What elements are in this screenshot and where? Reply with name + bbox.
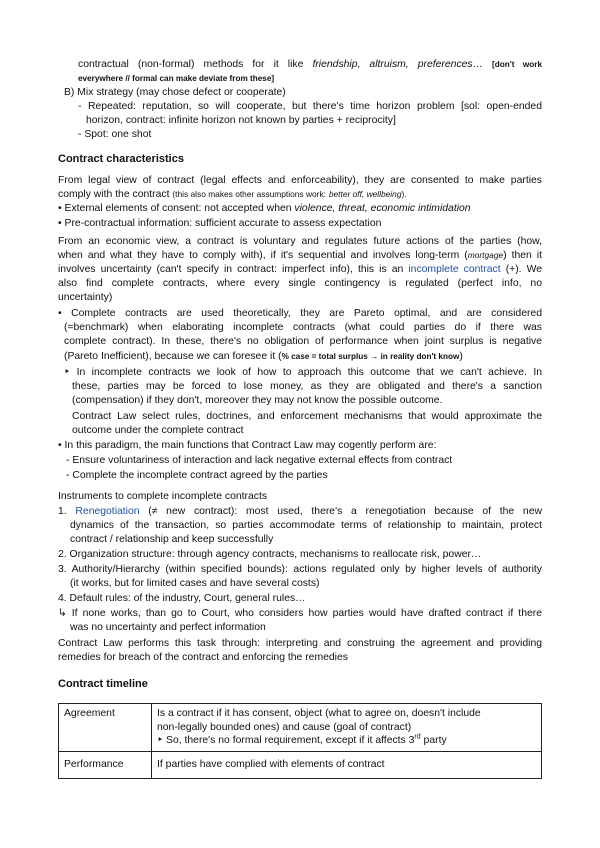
instrument-3-line-2: (it works, but for limited cases and have several costs)	[70, 578, 320, 589]
table-row	[59, 704, 542, 752]
repeated-line-1: - Repeated: reputation, so will cooperate, but there's time horizon problem [sol: open-ended	[78, 101, 542, 112]
renegotiation-link[interactable]: Renegotiation	[75, 506, 140, 517]
mix-strategy: B) Mix strategy (may chose defect or cooperate)	[64, 87, 286, 98]
complete-contracts-line-4: (Pareto Inefficient), because we can foresee it (% case = total surplus → in reality don't know)	[64, 351, 463, 362]
incomplete-contracts-line-2: these, parties may be forced to lose money, as they are obligated and there's a sanction	[72, 381, 542, 392]
complete-contracts-line-3: complete contract). In these, there's no obligation of performance when joint surplus is negative	[64, 336, 542, 347]
table-cell-key: Performance	[59, 751, 152, 779]
repeated-line-2: horizon, contract: infinite horizon not known by parties + reciprocity]	[86, 115, 396, 126]
table-cell-value: If parties have complied with elements of contract	[152, 751, 542, 779]
instrument-3-line-1: 3. Authority/Hierarchy (within specified bounds): actions regulated only by higher levels of authority	[58, 564, 542, 575]
top-line-2: everywhere // formal can make deviate from these]	[78, 74, 275, 83]
contract-timeline-table	[58, 703, 542, 779]
economic-view-line-3: involves uncertainty (can't specify in contract: imperfect info), this is an incomplete contract (+). We	[58, 264, 543, 275]
complete-contracts-line-1: • Complete contracts are used theoretically, they are Pareto optimal, and are considered	[58, 308, 542, 319]
instrument-4: 4. Default rules: of the industry, Court, general rules…	[58, 593, 306, 604]
agreement-line-1: Is a contract if it has consent, object (what to agree on, doesn't include	[157, 708, 481, 719]
instrument-1-line-2: dynamics of the transaction, so parties accommodate terms of relationship to maintain, protect	[70, 520, 542, 531]
paradigm-bullet: • In this paradigm, the main functions that Contract Law may cogently perform are:	[58, 440, 437, 451]
table-cell-value	[152, 704, 542, 752]
spot-line: - Spot: one shot	[78, 129, 152, 140]
section-heading-timeline: Contract timeline	[58, 678, 148, 690]
agreement-line-3: ‣ So, there's no formal requirement, except if it affects 3rd party	[157, 733, 447, 747]
incomplete-contracts-line-4: Contract Law select rules, doctrines, and enforcement mechanisms that would approximate the	[72, 411, 542, 422]
court-line-1: ↳ If none works, than go to Court, who considers how parties would have drafted contract if there	[58, 608, 542, 619]
external-elements-bullet: • External elements of consent: not accepted when violence, threat, economic intimidation	[58, 203, 471, 214]
agreement-line-2: non-legally bounded ones) and cause (goal of contract)	[157, 721, 412, 733]
instrument-1-line-1: 1. Renegotiation (≠ new contract): most used, there's a renegotiation because of the new	[58, 506, 542, 517]
economic-view-line-1: From an economic view, a contract is voluntary and regulates future actions of the parties (how,	[58, 236, 542, 247]
contract-law-line-2: remedies for breach of the contract and enforcing the remedies	[58, 652, 348, 663]
incomplete-contract-link[interactable]: incomplete contract	[408, 264, 501, 275]
instrument-2: 2. Organization structure: through agency contracts, mechanisms to reallocate risk, power…	[58, 549, 482, 560]
paradigm-item-1: - Ensure voluntariness of interaction and lack negative external effects from contract	[66, 455, 453, 466]
incomplete-contracts-line-5: outcome under the complete contract	[72, 425, 244, 436]
table-row	[59, 751, 542, 779]
paradigm-item-2: - Complete the incomplete contract agreed by the parties	[66, 470, 328, 481]
incomplete-contracts-line-1: ‣ In incomplete contracts we look of how to approach this outcome that we can't achieve. In	[64, 367, 542, 378]
legal-view-line-2: comply with the contract (this also makes other assumptions work: better off, wellbeing).	[58, 189, 407, 200]
incomplete-contracts-line-3: (compensation) if they don't, moreover they may not know the possible outcome.	[72, 395, 443, 406]
instrument-1-line-3: contract / relationship and keep successfully	[70, 534, 274, 545]
section-heading-characteristics: Contract characteristics	[58, 153, 184, 165]
court-line-2: was no uncertainty and perfect information	[70, 622, 266, 633]
economic-view-line-2: when and what they have to comply with), if it's sequential and involves long-term (mortgage) then it	[58, 250, 543, 261]
economic-view-line-4: also find complete contracts, where every single contingency is regulated (perfect info, no	[58, 278, 542, 289]
instruments-title: Instruments to complete incomplete contracts	[58, 491, 268, 502]
contract-law-line-1: Contract Law performs this task through: interpreting and construing the agreement and providing	[58, 638, 542, 649]
top-line-1: contractual (non-formal) methods for it like friendship, altruism, preferences… [don't work	[78, 59, 542, 70]
legal-view-line-1: From legal view of contract (legal effects and enforceability), they are consented to make parties	[58, 175, 542, 186]
complete-contracts-line-2: (=benchmark) when elaborating incomplete contracts (what could parties do if there was	[64, 322, 542, 333]
table-cell-key: Agreement	[59, 704, 152, 752]
economic-view-line-5: uncertainty)	[58, 292, 113, 303]
precontractual-bullet: • Pre-contractual information: sufficient accurate to assess expectation	[58, 218, 382, 229]
